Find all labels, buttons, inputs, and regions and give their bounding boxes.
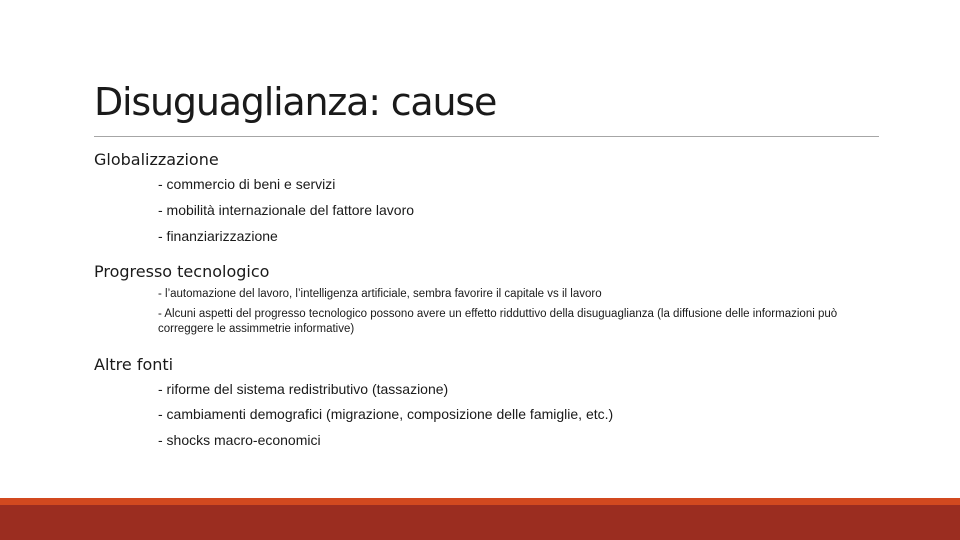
title-divider [94, 136, 879, 137]
list-item: - mobilità internazionale del fattore lavoro [158, 202, 415, 218]
footer-accent-stripe [0, 498, 960, 505]
list-item: - l’automazione del lavoro, l’intelligenza artificiale, sembra favorire il capitale vs il lavoro [158, 288, 602, 300]
section-heading-progresso-tecnologico: Progresso tecnologico [94, 262, 270, 281]
section-heading-altre-fonti: Altre fonti [94, 355, 174, 374]
list-item: - finanziarizzazione [158, 228, 278, 244]
list-item: - riforme del sistema redistributivo (tassazione) [158, 381, 449, 397]
list-item: - shocks macro-economici [158, 432, 321, 448]
list-item: - commercio di beni e servizi [158, 176, 336, 192]
list-item: - cambiamenti demografici (migrazione, composizione delle famiglie, etc.) [158, 406, 614, 422]
slide-title: Disuguaglianza: cause [94, 80, 497, 124]
section-heading-globalizzazione: Globalizzazione [94, 150, 219, 169]
list-item: - Alcuni aspetti del progresso tecnologico possono avere un effetto ridduttivo della disuguaglianza (la diffusione delle informazioni può correggere le assimmetrie informative) [158, 308, 838, 335]
